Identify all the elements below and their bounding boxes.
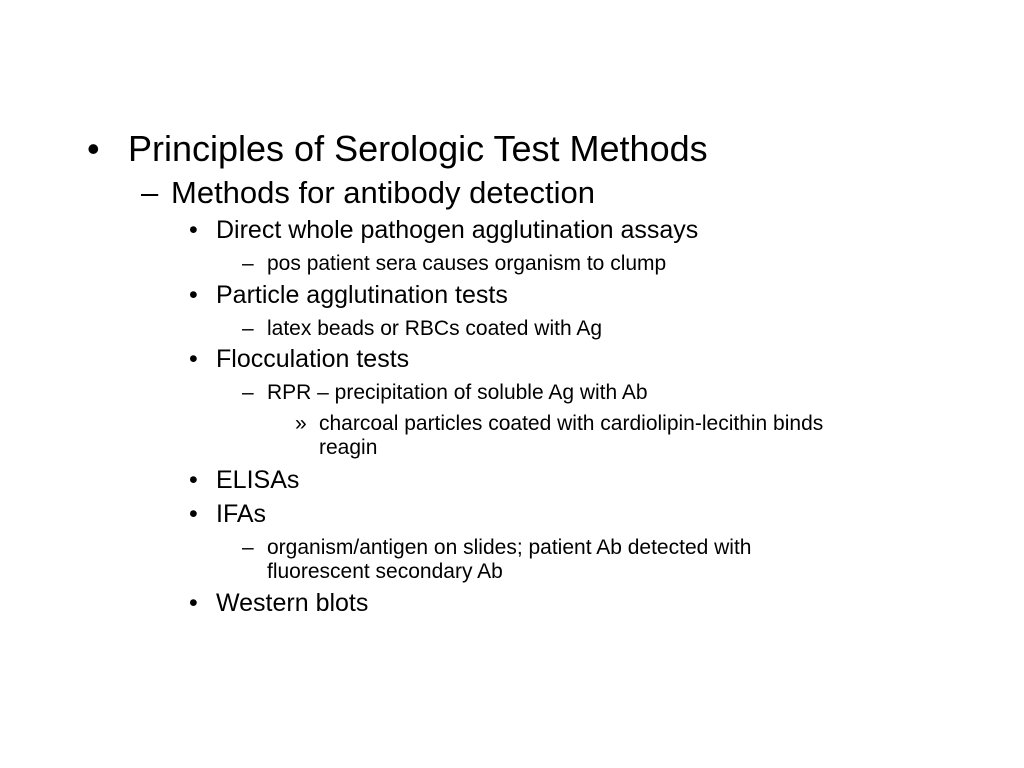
bullet-text: Western blots (216, 589, 369, 617)
bullet-text: Direct whole pathogen agglutination assays (216, 216, 699, 244)
sub-text: latex beads or RBCs coated with Ag (267, 317, 603, 340)
bullet-text: ELISAs (216, 466, 300, 494)
bullet-marker: • (189, 345, 198, 373)
slide-title: Principles of Serologic Test Methods (128, 128, 708, 169)
bullet-marker: • (189, 216, 198, 244)
bullet-text: IFAs (216, 500, 267, 528)
bullet-text: Flocculation tests (216, 345, 410, 373)
sub-text-continued: fluorescent secondary Ab (267, 560, 503, 583)
slide-subtitle: Methods for antibody detection (171, 175, 595, 210)
subsub-text: charcoal particles coated with cardiolipin-lecithin binds (319, 412, 824, 435)
chevron-marker: » (295, 412, 307, 435)
sub-text: RPR – precipitation of soluble Ag with Ab (267, 381, 648, 404)
bullet-marker: • (189, 281, 198, 309)
bullet-marker: • (87, 128, 100, 169)
bullet-marker: • (189, 500, 198, 528)
sub-text: pos patient sera causes organism to clump (267, 252, 667, 275)
dash-marker: – (242, 381, 254, 404)
sub-text: organism/antigen on slides; patient Ab detected with (267, 536, 752, 559)
bullet-marker: • (189, 589, 198, 617)
dash-marker: – (141, 175, 159, 210)
dash-marker: – (242, 536, 254, 559)
subsub-text-continued: reagin (319, 436, 378, 459)
bullet-text: Particle agglutination tests (216, 281, 508, 309)
dash-marker: – (242, 317, 254, 340)
bullet-marker: • (189, 466, 198, 494)
dash-marker: – (242, 252, 254, 275)
